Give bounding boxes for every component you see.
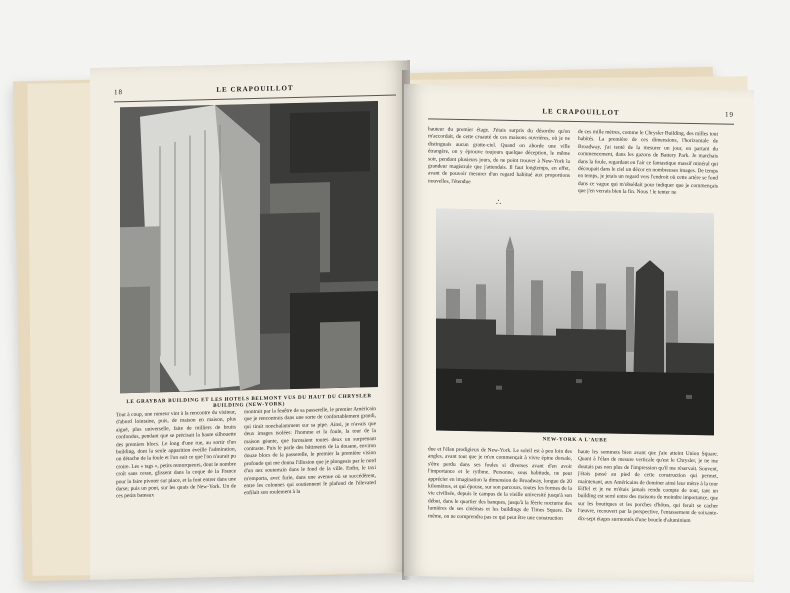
left-page-number: 18 (114, 88, 123, 97)
left-text-column-2: montrait par la fenêtre de sa passerelle, le premier Américain que je rencontrais dans une sorte de confortablement grandi, qui tirait nonchalamment sur sa pipe. Ainsi, je n'avais que deux images isolées: l'homme et la foule, la tour de la maison géante, que formaient toutes deux un surprenant contraste. Puis le parle des bâtiments de la douane, environ douze blocs de la passerelle, le premier la première vision profonde qui me donna l'illusion que je plongeais par le nord d'un nez souterrain dans le fond de la ville. Enfin, le taxi m'emporta, avec furie, dans une avenue où se succédèrent, entre les colonnes qui soutiennent le plafond de l'élevated enfilait son roulement à la (244, 406, 376, 497)
right-page-title: LE CRAPOUILLOT (542, 107, 620, 117)
left-page-header (114, 81, 396, 103)
right-top-text-column-1: hauteur du premier étage. J'étais surpris du désordre qu'on m'accordait, de cette cruauté de ces maisons ouvrières, où je ne distinguais aucun gratte-ciel. Quand on aborde une ville étrangère, on y éprouve toujours quelque déception, le même soir, pendant plusieurs jours, de ne point trouver à New-York la grandeur magistrale que j'attendais. Il faut longtemps, en effet, avant de pouvoir mesurer d'un regard habitué aux proportions nouvelles, l'étendue (428, 126, 570, 186)
right-photo-caption: NEW-YORK A L'AUBE (542, 436, 608, 444)
right-page-header (428, 104, 734, 124)
right-page (404, 84, 754, 582)
right-bottom-text-column-2: haute les sommets bien avant que j'aie atteint Union Square. Quant à l'élan de mesure verticale qu'est le Chrysler, je ne me doutais pas non plus de l'impression qu'il me réservait. Souvent, j'étais passé au pied de cette construction qui permet, maintenant, aux Américains de dominer ainsi leur mètre à la tour Eiffel et je ne m'étais jamais rendu compte de tout, tant un building est serré entre des maisons de moindre importance, que sur les boutiques et les porches d'hôtes, qui ferait se cacher l'œuvre, recouvert par la perspective, l'entassement de soixante-dix-sept étages surmontés d'une boucle d'aluminium (578, 449, 718, 524)
right-page-number: 19 (725, 110, 734, 119)
left-page (90, 60, 410, 580)
left-photo-caption: LE GRAYBAR BUILDING ET LES HOTELS BELMONT VUS DU HAUT DU CHRYSLER BUILDING (NEW-YORK) (126, 393, 372, 409)
section-ornament-icon: ∴ (496, 197, 502, 207)
new-york-dawn-photo (436, 209, 714, 436)
skyline-photo-drawing (436, 209, 714, 436)
left-page-title: LE CRAPOUILLOT (216, 84, 294, 94)
right-bottom-text-column-1: due et l'élan prodigieux de New-York. Le soleil est à peu loin des angles, avant tout que je m'en commençait à vivre épine dorsale, s'être perdu dans ses foules si diverses avant d'en avoir l'importance et le rythme. Personne, sous habitude, ne peut apprécier en imagination la dimension de Broadway, longue de 20 kilomètres, et qui épouse, sur son parcours, toutes les formes de la vie civilisée, depuis le campus de la vieille université jusqu'à son début, dans le quartier des banques, jusqu'à la féerie nocturne des lumières de ses cinémas et les buildings de Times Square. De même, on ne comprendra pas ce qui peut être une construction (428, 446, 572, 522)
left-text-column-1: Tout à coup, une rumeur vint à la rencontre du visiteur, d'abord lointaine, puis, de maison en maison, plus aiguë, plus universelle, faite de milliers de bruits confondus, pendant que se précisait la haute silhouette des premiers blocs. Le long d'une rue, au sortir d'un building, dont la seule apparition éveille l'admiration, on détache de la foule et l'on suit ce que l'on n'aurait pu croire. Les « tags », petits remorqueurs, dont le nombre croît sans cesse, glissent dans la coque de la France pour la faire pivoter sur place, et la font entrer dans une darse; puis un pont, sur les quais de New-York. Un de ces petits bateaux (116, 409, 236, 500)
skyscraper-photo-drawing (120, 101, 378, 393)
skyscraper-aerial-photo (120, 101, 378, 393)
right-top-text-column-2: de ces mille mètres, comme le Chrysler Building, des milles tout habités. La première de ces dimensions, l'horizontale de Broadway, j'ai tenté de la mesurer un jour, en partant du commencement, dans les gazons de Battery Park. Je marchais dans la foule, regardant en l'air ce fantastique massif minéral qui découpait dans le ciel un décor en nombreuses images. De temps en temps, je jetais un regard vers l'endroit où cette artère se fond dans ce vague qui m'obsédait pour indiquer que je commençais que j'en verrais bien la fin. Nous ! le tenter ne (578, 129, 718, 197)
